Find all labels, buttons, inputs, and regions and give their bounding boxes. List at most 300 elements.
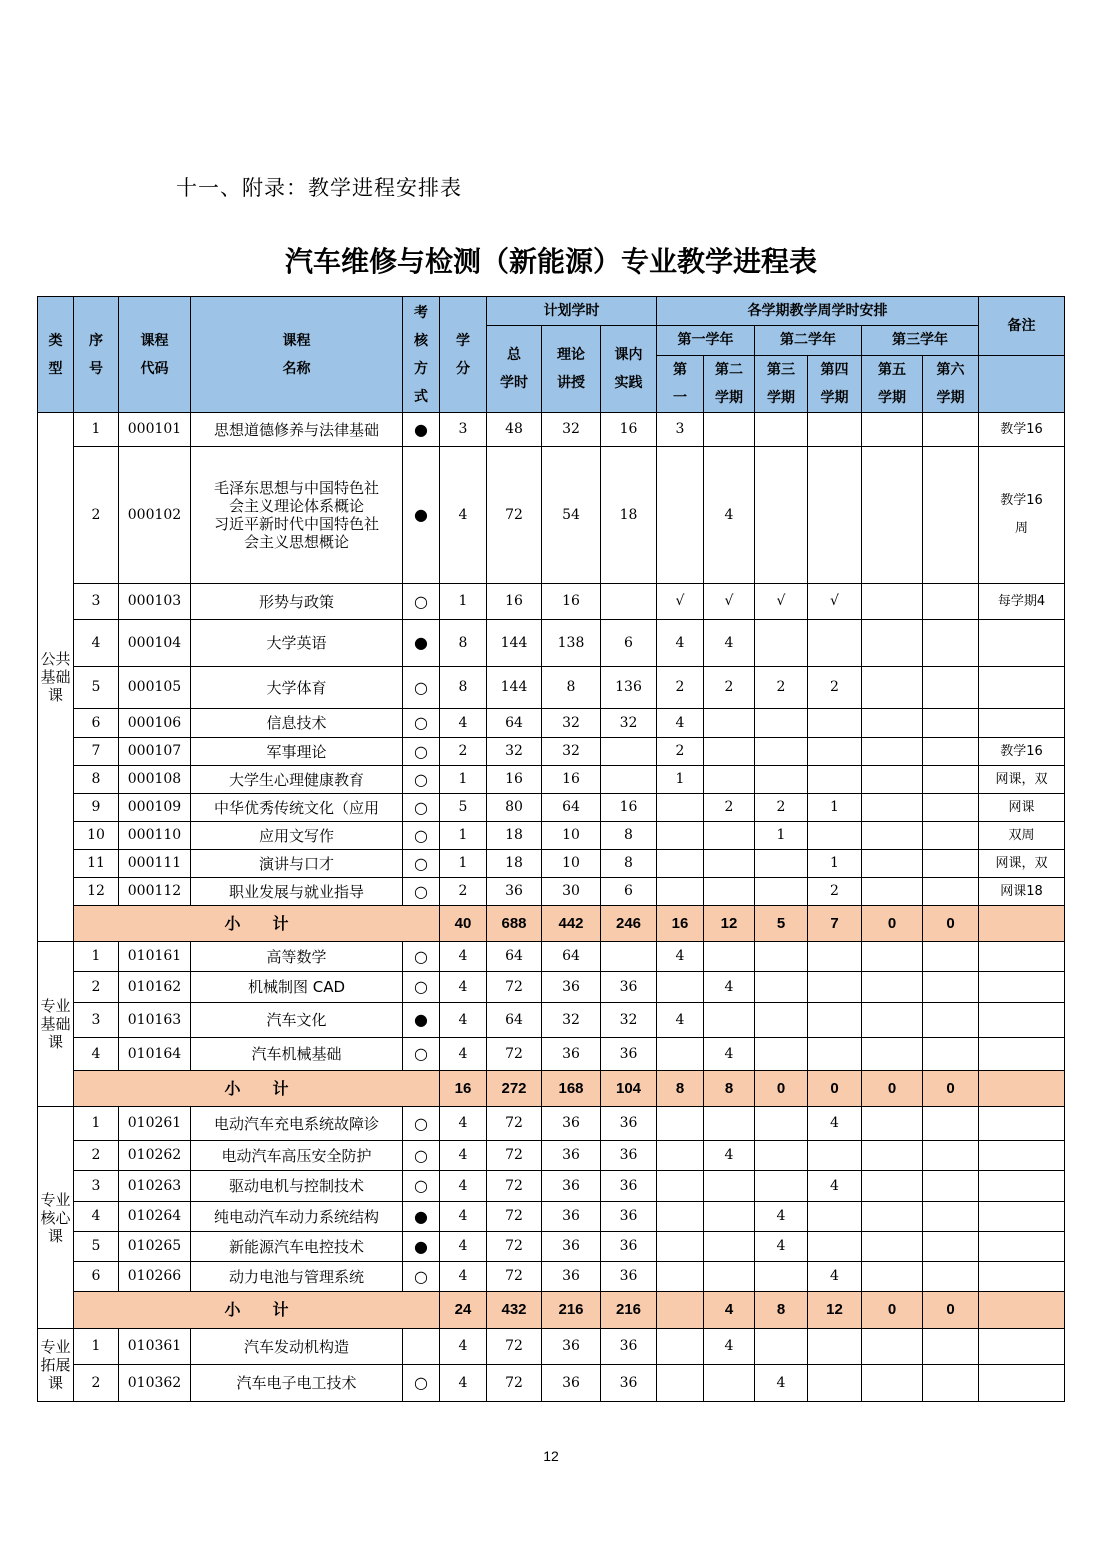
- seq-cell: 2: [74, 447, 119, 584]
- semester-3-cell: 4: [755, 1202, 808, 1232]
- semester-5-cell: [862, 738, 923, 766]
- course-name-line: 习近平新时代中国特色社: [213, 515, 379, 533]
- header-practice: 课内 实践: [601, 326, 657, 413]
- course-name-cell: 电动汽车充电系统故障诊: [191, 1107, 403, 1141]
- seq-cell: 3: [74, 1171, 119, 1202]
- semester-5-cell: [862, 1329, 923, 1365]
- header-year3: 第三学年: [862, 326, 979, 356]
- category-label: 课: [47, 1226, 63, 1245]
- semester-6-cell: [923, 1329, 979, 1365]
- semester-6-cell: [923, 1202, 979, 1232]
- theory-hours-cell: 36: [542, 1038, 601, 1071]
- course-code-cell: 010265: [119, 1232, 191, 1262]
- total-hours-cell: 72: [487, 1365, 542, 1402]
- header-seq: 序 号: [74, 297, 119, 413]
- semester-4-cell: [808, 1365, 862, 1402]
- course-code-cell: 010164: [119, 1038, 191, 1071]
- seq-cell: 6: [74, 1262, 119, 1292]
- practice-hours-cell: 36: [601, 1365, 657, 1402]
- practice-hours-cell: 32: [601, 709, 657, 738]
- course-code-cell: 000107: [119, 738, 191, 766]
- semester-5-cell: [862, 667, 923, 709]
- semester-4-cell: [808, 972, 862, 1003]
- subtotal-s4: 12: [808, 1292, 862, 1329]
- total-hours-cell: 80: [487, 794, 542, 822]
- practice-hours-cell: 36: [601, 972, 657, 1003]
- semester-2-cell: [704, 1262, 755, 1292]
- theory-hours-cell: 16: [542, 766, 601, 794]
- credit-cell: 1: [440, 850, 487, 878]
- practice-hours-cell: 36: [601, 1141, 657, 1171]
- subtotal-s1: 8: [657, 1071, 704, 1107]
- table-row: [38, 620, 1065, 667]
- total-hours-cell: 72: [487, 972, 542, 1003]
- table-row: [38, 794, 1065, 822]
- subtotal-total: 688: [487, 906, 542, 942]
- semester-2-cell: [704, 1003, 755, 1038]
- course-name-cell: 汽车发动机构造: [191, 1329, 403, 1365]
- semester-6-cell: [923, 620, 979, 667]
- subtotal-practice: 246: [601, 906, 657, 942]
- practice-hours-cell: 36: [601, 1262, 657, 1292]
- semester-3-cell: [755, 1262, 808, 1292]
- practice-hours-cell: 8: [601, 822, 657, 850]
- category-label: 课: [47, 1374, 63, 1392]
- subtotal-remark: [979, 906, 1065, 942]
- semester-6-cell: [923, 1003, 979, 1038]
- category-label: 基础: [40, 668, 71, 686]
- total-hours-cell: 36: [487, 878, 542, 906]
- total-hours-cell: 72: [487, 1107, 542, 1141]
- practice-hours-cell: 32: [601, 1003, 657, 1038]
- course-name-cell: 演讲与口才: [191, 850, 403, 878]
- subtotal-s5: 0: [862, 1071, 923, 1107]
- assessment-mark: ○: [403, 822, 440, 850]
- total-hours-cell: 72: [487, 1202, 542, 1232]
- theory-hours-cell: 36: [542, 1141, 601, 1171]
- table-title: 汽车维修与检测（新能源）专业教学进程表: [284, 245, 817, 278]
- practice-hours-cell: 8: [601, 850, 657, 878]
- remark-cell: [979, 1365, 1065, 1402]
- practice-hours-cell: 16: [601, 413, 657, 447]
- semester-2-cell: √: [704, 584, 755, 620]
- category-label: 拓展: [40, 1356, 71, 1374]
- semester-5-cell: [862, 620, 923, 667]
- theory-hours-cell: 138: [542, 620, 601, 667]
- semester-3-cell: √: [755, 584, 808, 620]
- assessment-mark: ●: [403, 1003, 440, 1038]
- header-credit: 学 分: [440, 297, 487, 413]
- semester-6-cell: [923, 972, 979, 1003]
- credit-cell: 4: [440, 1038, 487, 1071]
- total-hours-cell: 16: [487, 766, 542, 794]
- category-label: 公共: [40, 650, 71, 668]
- subtotal-s6: 0: [923, 906, 979, 942]
- practice-hours-cell: 6: [601, 878, 657, 906]
- theory-hours-cell: 16: [542, 584, 601, 620]
- header-code: 课程 代码: [119, 297, 191, 413]
- assessment-mark: ●: [403, 620, 440, 667]
- seq-cell: 8: [74, 766, 119, 794]
- semester-5-cell: [862, 822, 923, 850]
- remark-cell: [979, 709, 1065, 738]
- total-hours-cell: 64: [487, 942, 542, 972]
- remark-cell: 网课，双: [979, 766, 1065, 794]
- semester-5-cell: [862, 1003, 923, 1038]
- practice-hours-cell: 36: [601, 1171, 657, 1202]
- theory-hours-cell: 8: [542, 667, 601, 709]
- semester-1-cell: [657, 850, 704, 878]
- credit-cell: 5: [440, 794, 487, 822]
- table-body: [38, 413, 1065, 1402]
- subtotal-s4: 7: [808, 906, 862, 942]
- semester-2-cell: 2: [704, 667, 755, 709]
- semester-6-cell: [923, 709, 979, 738]
- category-label: 课: [47, 1033, 63, 1051]
- semester-1-cell: 2: [657, 738, 704, 766]
- course-name-cell: 高等数学: [191, 942, 403, 972]
- semester-2-cell: 4: [704, 1038, 755, 1071]
- semester-6-cell: [923, 1141, 979, 1171]
- assessment-mark: ○: [403, 1038, 440, 1071]
- semester-1-cell: [657, 1107, 704, 1141]
- course-name-cell: 新能源汽车电控技术: [191, 1232, 403, 1262]
- subtotal-s6: 0: [923, 1292, 979, 1329]
- table-row: [38, 822, 1065, 850]
- semester-4-cell: [808, 413, 862, 447]
- credit-cell: 4: [440, 709, 487, 738]
- semester-3-cell: [755, 1171, 808, 1202]
- subtotal-remark: [979, 1292, 1065, 1329]
- semester-6-cell: [923, 822, 979, 850]
- subtotal-remark: [979, 1071, 1065, 1107]
- semester-3-cell: 2: [755, 667, 808, 709]
- assessment-mark: ○: [403, 1107, 440, 1141]
- table-header: [38, 297, 1065, 413]
- header-remark: 备注: [979, 297, 1065, 356]
- remark-cell: [979, 1171, 1065, 1202]
- subtotal-s5: 0: [862, 1292, 923, 1329]
- seq-cell: 7: [74, 738, 119, 766]
- subtotal-label: 小 计: [74, 906, 440, 942]
- course-name-cell: 职业发展与就业指导: [191, 878, 403, 906]
- category-label: 课: [47, 686, 63, 704]
- semester-4-cell: [808, 1232, 862, 1262]
- remark-cell: [979, 1262, 1065, 1292]
- table-row: [38, 584, 1065, 620]
- semester-4-cell: [808, 447, 862, 584]
- course-code-cell: 010361: [119, 1329, 191, 1365]
- page-number: 12: [543, 1448, 559, 1464]
- total-hours-cell: 32: [487, 738, 542, 766]
- semester-3-cell: 1: [755, 822, 808, 850]
- theory-hours-cell: 36: [542, 1232, 601, 1262]
- course-name-cell: 电动汽车高压安全防护: [191, 1141, 403, 1171]
- credit-cell: 4: [440, 972, 487, 1003]
- semester-1-cell: 4: [657, 620, 704, 667]
- seq-cell: 6: [74, 709, 119, 738]
- category-cell: [38, 413, 74, 942]
- semester-3-cell: [755, 1141, 808, 1171]
- theory-hours-cell: 36: [542, 1329, 601, 1365]
- semester-6-cell: [923, 766, 979, 794]
- credit-cell: 8: [440, 667, 487, 709]
- semester-5-cell: [862, 766, 923, 794]
- theory-hours-cell: 64: [542, 942, 601, 972]
- header-semester-5: 第五 学期: [862, 356, 923, 413]
- semester-1-cell: [657, 1365, 704, 1402]
- total-hours-cell: 144: [487, 620, 542, 667]
- remark-cell: [979, 1107, 1065, 1141]
- practice-hours-cell: 36: [601, 1038, 657, 1071]
- course-code-cell: 000109: [119, 794, 191, 822]
- assessment-mark: ○: [403, 584, 440, 620]
- semester-1-cell: 1: [657, 766, 704, 794]
- semester-2-cell: [704, 942, 755, 972]
- semester-4-cell: 4: [808, 1107, 862, 1141]
- subtotal-label: 小 计: [74, 1292, 440, 1329]
- subtotal-s3: 5: [755, 906, 808, 942]
- assessment-mark: ○: [403, 794, 440, 822]
- semester-1-cell: √: [657, 584, 704, 620]
- semester-6-cell: [923, 413, 979, 447]
- semester-2-cell: 2: [704, 794, 755, 822]
- course-code-cell: 010362: [119, 1365, 191, 1402]
- credit-cell: 4: [440, 942, 487, 972]
- practice-hours-cell: [601, 766, 657, 794]
- table-row: [38, 1262, 1065, 1292]
- semester-1-cell: 2: [657, 667, 704, 709]
- practice-hours-cell: 36: [601, 1232, 657, 1262]
- remark-cell: [979, 1202, 1065, 1232]
- semester-3-cell: [755, 942, 808, 972]
- semester-6-cell: [923, 1038, 979, 1071]
- category-cell: [38, 942, 74, 1107]
- remark-cell: [979, 1003, 1065, 1038]
- subtotal-s2: 4: [704, 1292, 755, 1329]
- assessment-mark: ●: [403, 447, 440, 584]
- credit-cell: 4: [440, 1171, 487, 1202]
- semester-6-cell: [923, 850, 979, 878]
- semester-1-cell: 4: [657, 1003, 704, 1038]
- table-row: [38, 1232, 1065, 1262]
- subtotal-practice: 216: [601, 1292, 657, 1329]
- total-hours-cell: 72: [487, 1038, 542, 1071]
- credit-cell: 4: [440, 1329, 487, 1365]
- table-row: [38, 878, 1065, 906]
- course-code-cell: 000101: [119, 413, 191, 447]
- credit-cell: 3: [440, 413, 487, 447]
- header-plan-hours: 计划学时: [487, 297, 657, 326]
- semester-5-cell: [862, 413, 923, 447]
- credit-cell: 2: [440, 878, 487, 906]
- remark-cell: 每学期4: [979, 584, 1065, 620]
- semester-3-cell: [755, 620, 808, 667]
- semester-5-cell: [862, 972, 923, 1003]
- seq-cell: 4: [74, 1038, 119, 1071]
- semester-1-cell: [657, 447, 704, 584]
- semester-3-cell: [755, 878, 808, 906]
- course-code-cell: 000111: [119, 850, 191, 878]
- semester-4-cell: [808, 766, 862, 794]
- semester-1-cell: 4: [657, 942, 704, 972]
- semester-6-cell: [923, 1171, 979, 1202]
- semester-3-cell: [755, 972, 808, 1003]
- course-name-line: 会主义思想概论: [243, 533, 349, 551]
- course-name-cell: 形势与政策: [191, 584, 403, 620]
- semester-2-cell: [704, 1171, 755, 1202]
- total-hours-cell: 18: [487, 822, 542, 850]
- semester-4-cell: [808, 1141, 862, 1171]
- table-row: [38, 1329, 1065, 1365]
- remark-cell: 网课: [979, 794, 1065, 822]
- theory-hours-cell: 54: [542, 447, 601, 584]
- total-hours-cell: 72: [487, 1232, 542, 1262]
- seq-cell: 9: [74, 794, 119, 822]
- assessment-mark: ○: [403, 1262, 440, 1292]
- practice-hours-cell: [601, 738, 657, 766]
- course-name-line: 毛泽东思想与中国特色社: [213, 479, 379, 497]
- remark-line: 周: [1014, 521, 1028, 536]
- semester-2-cell: 4: [704, 620, 755, 667]
- assessment-mark: ○: [403, 766, 440, 794]
- course-name-cell: 机械制图 CAD: [191, 972, 403, 1003]
- course-code-cell: 010263: [119, 1171, 191, 1202]
- semester-3-cell: [755, 1329, 808, 1365]
- semester-4-cell: 4: [808, 1171, 862, 1202]
- total-hours-cell: 72: [487, 1329, 542, 1365]
- section-title: 十一、附录：教学进程安排表: [176, 176, 462, 200]
- semester-5-cell: [862, 942, 923, 972]
- course-code-cell: 000103: [119, 584, 191, 620]
- header-total: 总 学时: [487, 326, 542, 413]
- semester-4-cell: [808, 1329, 862, 1365]
- semester-5-cell: [862, 584, 923, 620]
- course-code-cell: 000110: [119, 822, 191, 850]
- subtotal-credit: 24: [440, 1292, 487, 1329]
- header-type: 类 型: [38, 297, 74, 413]
- credit-cell: 4: [440, 1202, 487, 1232]
- assessment-mark: ●: [403, 1232, 440, 1262]
- theory-hours-cell: 36: [542, 1262, 601, 1292]
- theory-hours-cell: 36: [542, 1107, 601, 1141]
- semester-2-cell: [704, 1202, 755, 1232]
- semester-5-cell: [862, 1171, 923, 1202]
- semester-4-cell: 1: [808, 794, 862, 822]
- assessment-mark: ●: [403, 413, 440, 447]
- semester-4-cell: 1: [808, 850, 862, 878]
- semester-3-cell: 2: [755, 794, 808, 822]
- header-name: 课程 名称: [191, 297, 403, 413]
- seq-cell: 1: [74, 1107, 119, 1141]
- header-semester-4: 第四 学期: [808, 356, 862, 413]
- semester-3-cell: [755, 447, 808, 584]
- assessment-mark: ○: [403, 972, 440, 1003]
- seq-cell: 4: [74, 1202, 119, 1232]
- header-semester-2: 第二 学期: [704, 356, 755, 413]
- course-code-cell: 010163: [119, 1003, 191, 1038]
- semester-6-cell: [923, 738, 979, 766]
- semester-5-cell: [862, 794, 923, 822]
- course-name-cell: 信息技术: [191, 709, 403, 738]
- total-hours-cell: 72: [487, 447, 542, 584]
- semester-6-cell: [923, 1232, 979, 1262]
- category-label: 基础: [40, 1015, 71, 1033]
- total-hours-cell: 64: [487, 709, 542, 738]
- semester-1-cell: [657, 1329, 704, 1365]
- semester-1-cell: [657, 822, 704, 850]
- semester-2-cell: [704, 1232, 755, 1262]
- semester-2-cell: 4: [704, 1329, 755, 1365]
- semester-1-cell: [657, 878, 704, 906]
- remark-cell: [979, 447, 1065, 584]
- semester-4-cell: [808, 620, 862, 667]
- course-name-line: 会主义理论体系概论: [228, 497, 364, 515]
- subtotal-practice: 104: [601, 1071, 657, 1107]
- seq-cell: 3: [74, 584, 119, 620]
- course-name-cell: 思想道德修养与法律基础: [191, 413, 403, 447]
- semester-2-cell: [704, 1107, 755, 1141]
- semester-5-cell: [862, 447, 923, 584]
- semester-2-cell: 4: [704, 1141, 755, 1171]
- remark-cell: [979, 1232, 1065, 1262]
- practice-hours-cell: 16: [601, 794, 657, 822]
- total-hours-cell: 64: [487, 1003, 542, 1038]
- course-name-cell: 应用文写作: [191, 822, 403, 850]
- remark-cell: [979, 1141, 1065, 1171]
- credit-cell: 4: [440, 1262, 487, 1292]
- subtotal-total: 272: [487, 1071, 542, 1107]
- semester-3-cell: [755, 1038, 808, 1071]
- semester-5-cell: [862, 1141, 923, 1171]
- table-row: [38, 1107, 1065, 1141]
- table-row: [38, 1003, 1065, 1038]
- semester-1-cell: [657, 1232, 704, 1262]
- seq-cell: 1: [74, 1329, 119, 1365]
- subtotal-s1: 16: [657, 906, 704, 942]
- header-year1: 第一学年: [657, 326, 755, 356]
- semester-5-cell: [862, 1365, 923, 1402]
- course-code-cell: 010261: [119, 1107, 191, 1141]
- semester-3-cell: 4: [755, 1232, 808, 1262]
- total-hours-cell: 72: [487, 1262, 542, 1292]
- subtotal-row: [38, 1071, 1065, 1107]
- assessment-mark: ●: [403, 1202, 440, 1232]
- course-name-cell: 汽车电子电工技术: [191, 1365, 403, 1402]
- semester-1-cell: 4: [657, 709, 704, 738]
- practice-hours-cell: 136: [601, 667, 657, 709]
- table-row: [38, 1365, 1065, 1402]
- total-hours-cell: 72: [487, 1141, 542, 1171]
- table-row: [38, 1202, 1065, 1232]
- course-name-cell: 动力电池与管理系统: [191, 1262, 403, 1292]
- credit-cell: 1: [440, 766, 487, 794]
- semester-6-cell: [923, 584, 979, 620]
- semester-2-cell: 4: [704, 972, 755, 1003]
- course-name-cell: 军事理论: [191, 738, 403, 766]
- theory-hours-cell: 32: [542, 413, 601, 447]
- theory-hours-cell: 32: [542, 1003, 601, 1038]
- semester-5-cell: [862, 709, 923, 738]
- subtotal-label: 小 计: [74, 1071, 440, 1107]
- credit-cell: 4: [440, 447, 487, 584]
- semester-3-cell: [755, 413, 808, 447]
- remark-cell: [979, 1038, 1065, 1071]
- semester-1-cell: [657, 1141, 704, 1171]
- header-year2: 第二学年: [755, 326, 862, 356]
- semester-2-cell: [704, 738, 755, 766]
- semester-6-cell: [923, 878, 979, 906]
